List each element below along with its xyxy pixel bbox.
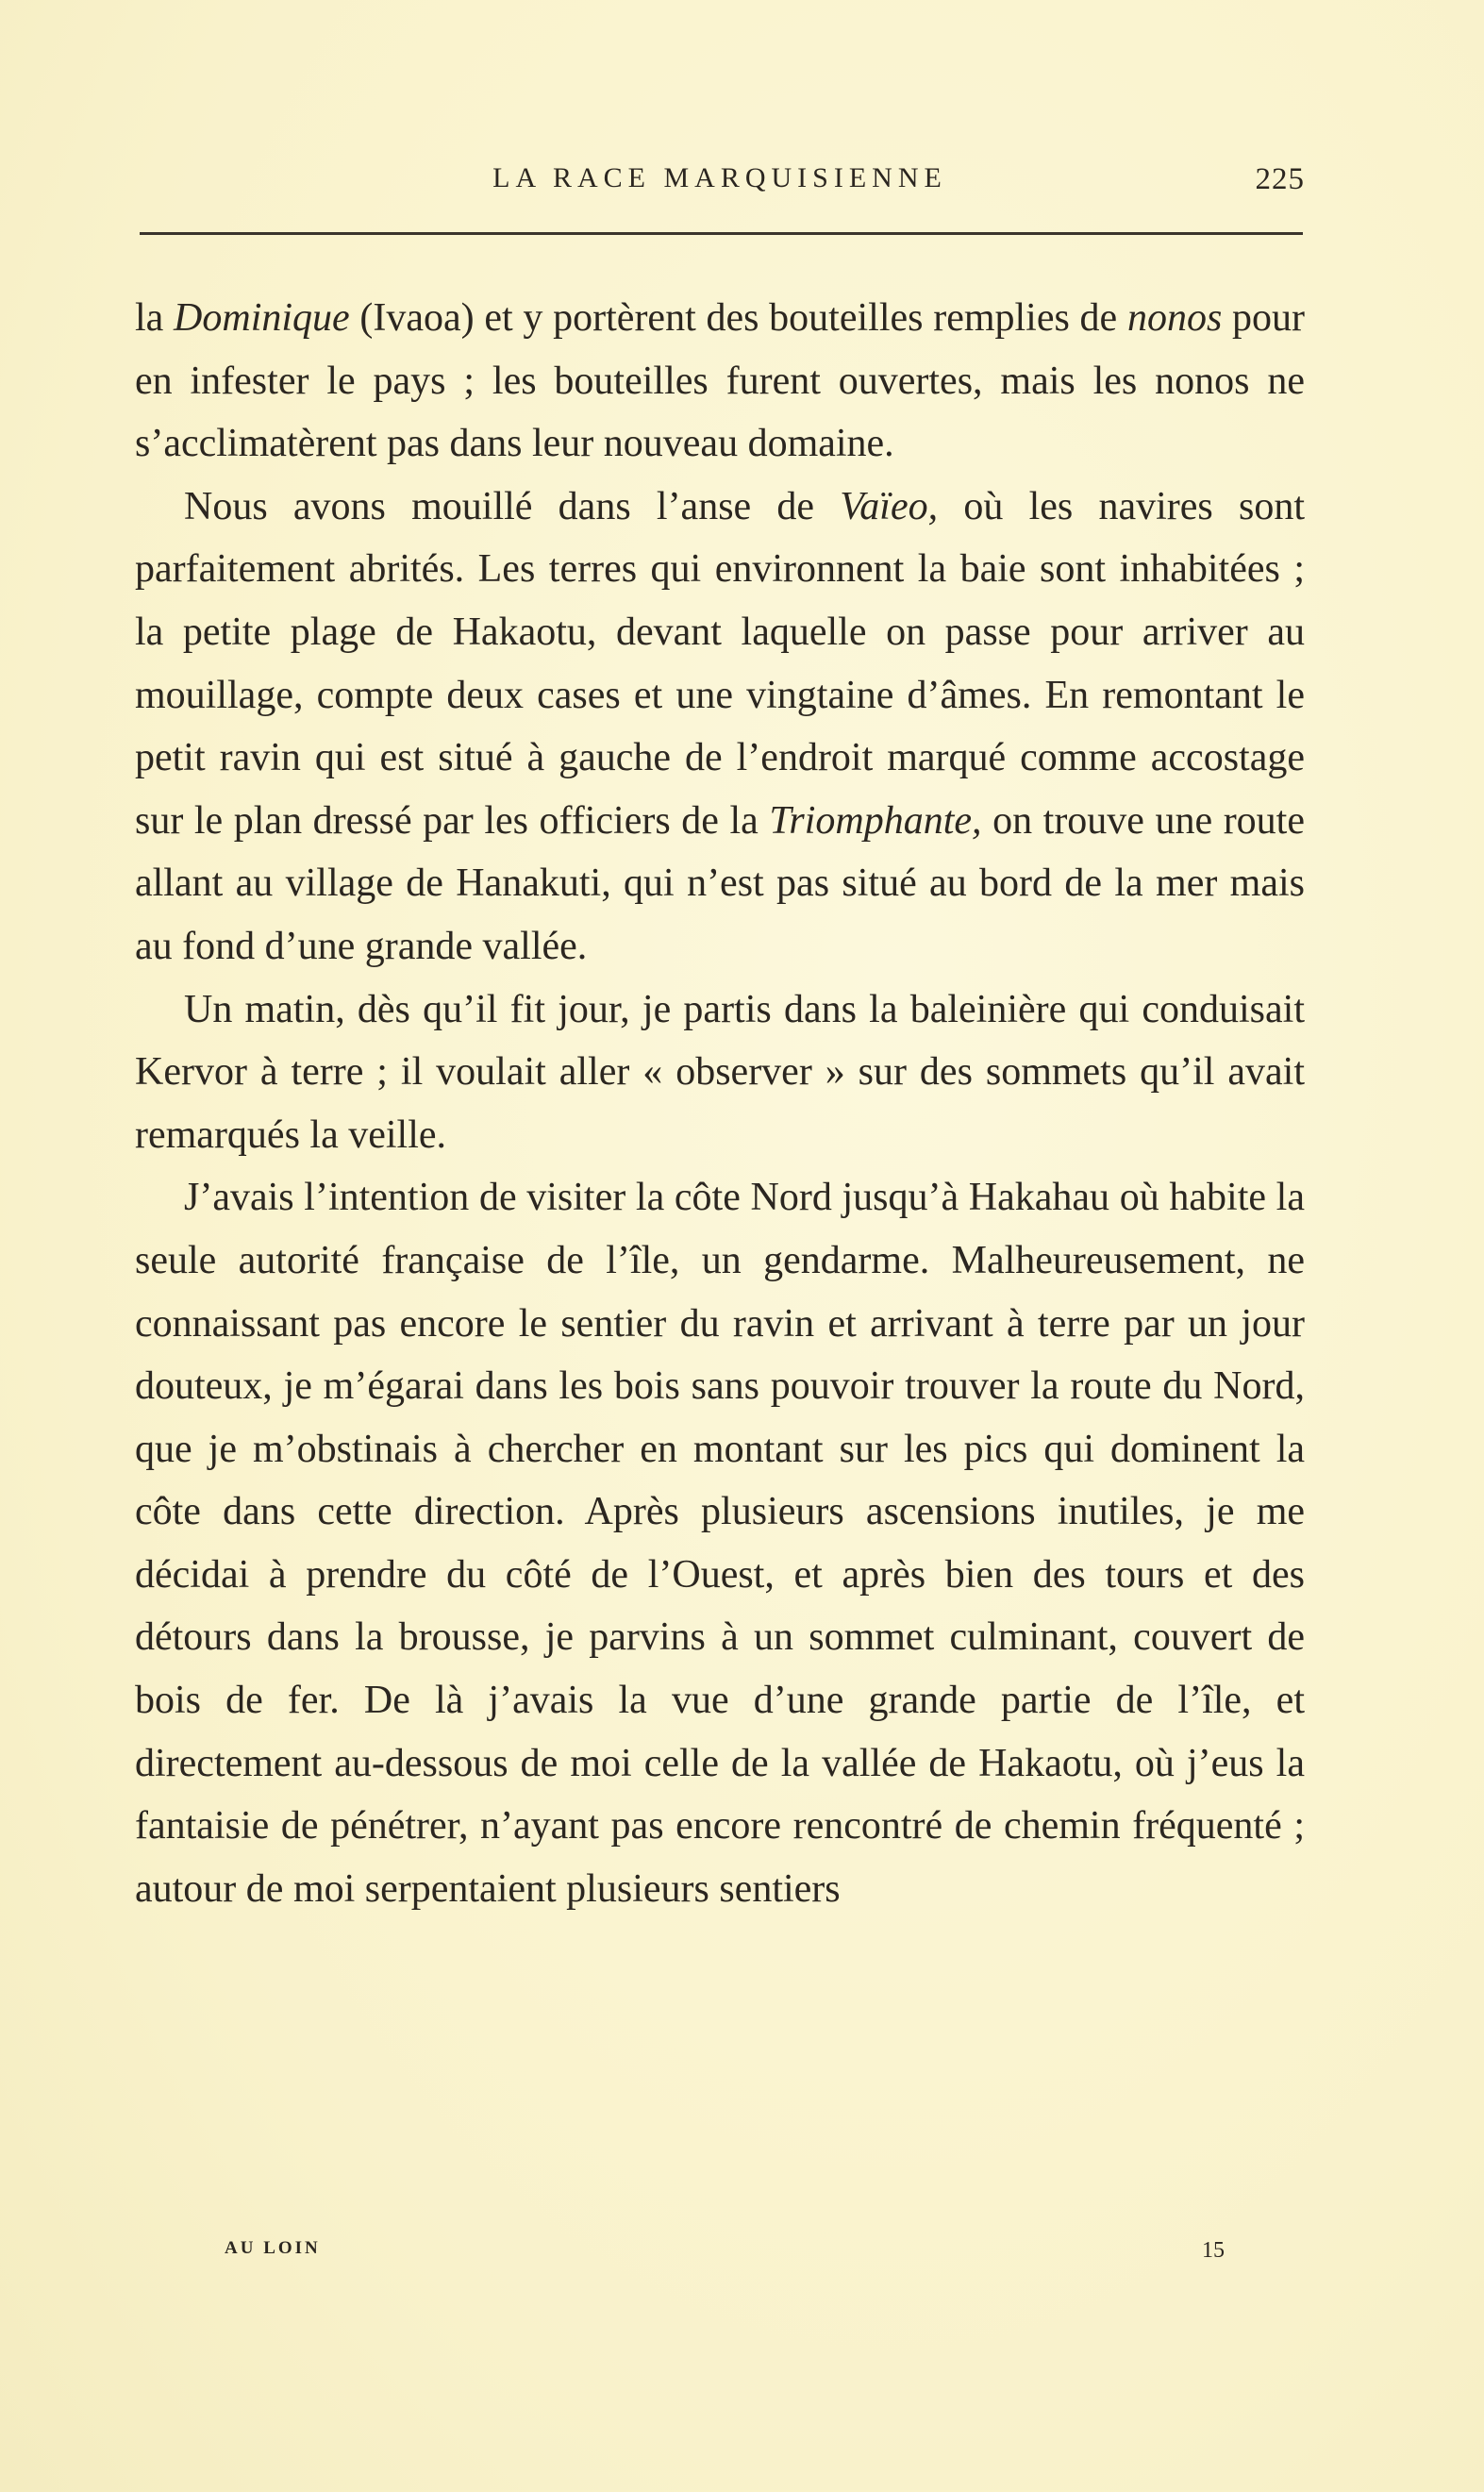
paragraph — [135, 476, 1305, 978]
signature-number: 15 — [1202, 2238, 1225, 2263]
text-run: la — [135, 296, 175, 340]
italic-text: Triomphante, — [769, 798, 982, 843]
page-number: 225 — [1255, 162, 1305, 196]
text-run: Un matin, dès qu’il fit jour, je partis dans la baleinière qui conduisait Kervor à terre ; il voulait aller « observer » sur des sommets qu’il avait remarqués la veille. — [135, 987, 1305, 1157]
text-run: (Ivaoa) et y portèrent des bouteilles remplies de — [349, 296, 1127, 340]
text-run: Nous avons mouillé dans l’anse de — [184, 484, 841, 528]
italic-text: nonos — [1126, 296, 1223, 340]
paragraph — [135, 287, 1305, 476]
printer-signature-line — [225, 2238, 1225, 2266]
running-header — [135, 162, 1305, 209]
header-rule — [140, 232, 1303, 235]
paragraph — [135, 1166, 1305, 1920]
text-run: pour en infester le pays ; les bouteilles furent ouvertes, mais les nonos ne s’acclimatèrent pas dans leur nouveau domaine. — [135, 296, 1306, 466]
body-text — [135, 287, 1305, 1920]
text-run: on trouve une route allant au village de Hanakuti, qui n’est pas situé au bord de la mer mais au fond d’une grande vallée. — [135, 798, 1305, 968]
text-run: J’avais l’intention de visiter la côte Nord jusqu’à Hakahau où habite la seule autorité française de l’île, un gendarme. Malheureusement, ne connaissant pas encore le sentier du ravin et arrivant à terre par un jour douteux, je m’égarai dans les bois sans pouvoir trouver la route du Nord, que je m’obstinais à chercher en montant sur les pics qui dominent la côte dans cette direction. Après plusieurs ascensions inutiles, je me décidai à prendre du côté de l’Ouest, et après bien des tours et des détours dans la brousse, je parvins à un sommet culminant, couvert de bois de fer. De là j’avais la vue d’une grande partie de l’île, et directement au-dessous de moi celle de la vallée de Hakaotu, où j’eus la fantaisie de pénétrer, n’ayant pas encore rencontré de chemin fréquenté ; autour de moi serpentaient plusieurs sentiers — [135, 1176, 1305, 1911]
running-title: LA RACE MARQUISIENNE — [492, 162, 947, 193]
italic-text: Vaïeo, — [840, 484, 939, 528]
italic-text: Dominique — [174, 296, 350, 340]
signature-title: AU LOIN — [225, 2238, 321, 2258]
paragraph — [135, 978, 1305, 1167]
text-run: où les navires sont parfaitement abrités. Les terres qui environnent la baie sont inhabitées ; la petite plage de Hakaotu, devant laquelle on passe pour arriver au mouillage, compte deux cases et une vingtaine d’âmes. En remontant le petit ravin qui est situé à gauche de l’endroit marqué comme accostage sur le plan dressé par les officiers de la — [135, 484, 1305, 843]
